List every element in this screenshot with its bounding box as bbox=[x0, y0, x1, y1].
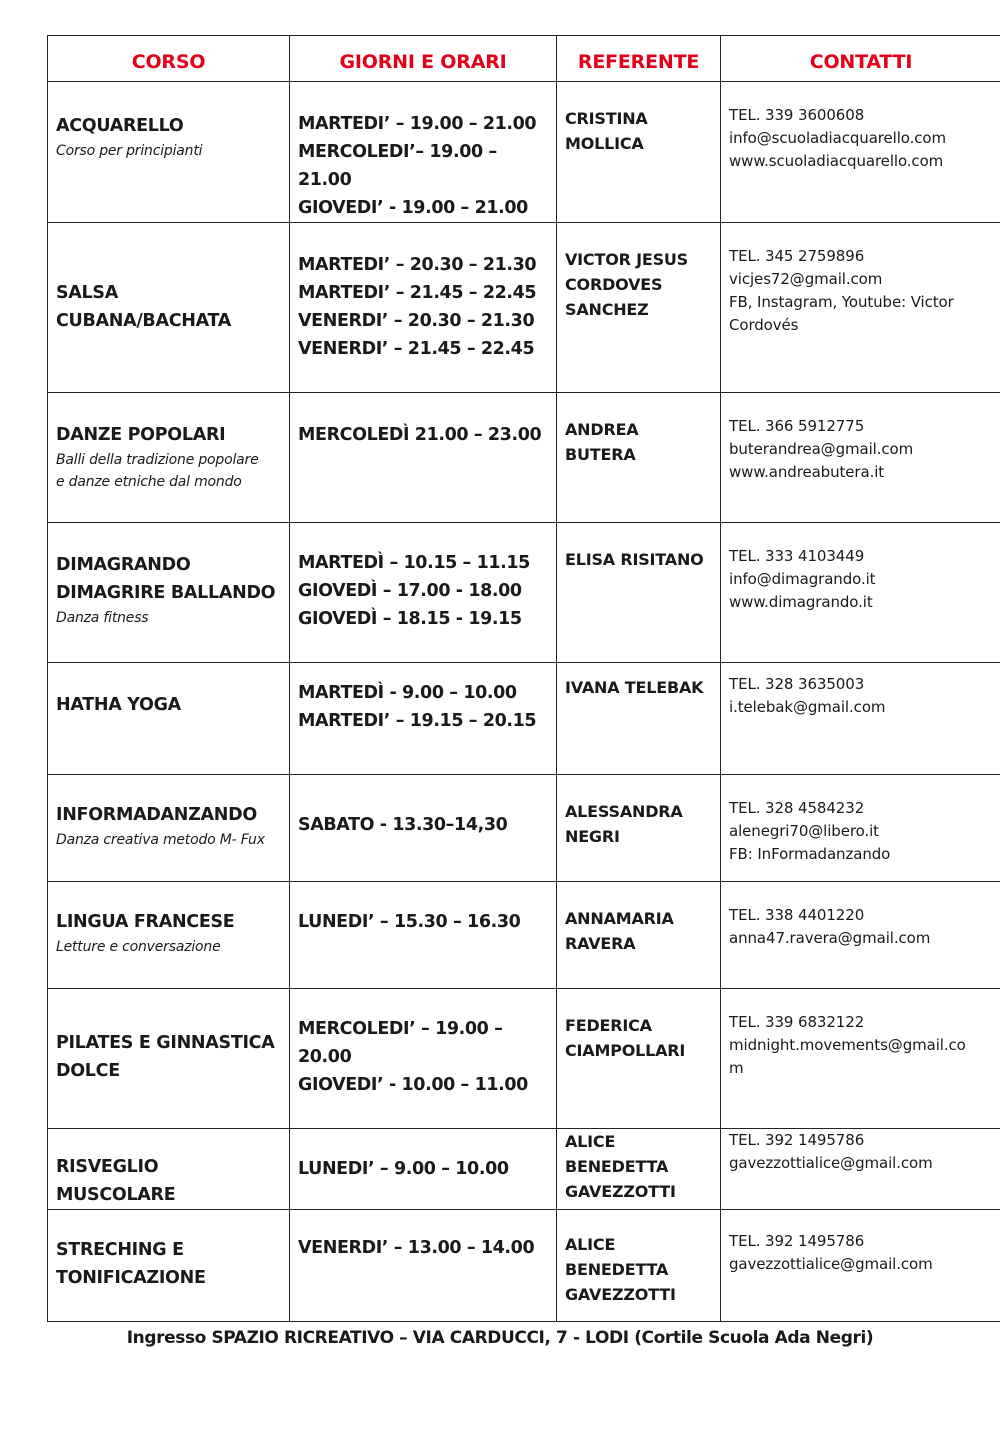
schedule-line: GIOVEDÌ – 18.15 - 19.15 bbox=[298, 609, 522, 629]
table-row bbox=[48, 523, 1000, 663]
referent-cell bbox=[557, 82, 721, 223]
referent-block bbox=[557, 775, 720, 849]
schedule-block bbox=[290, 882, 556, 936]
schedule-cell bbox=[290, 775, 557, 882]
contact-line: TEL. 339 3600608 bbox=[729, 106, 865, 124]
schedule-line: MARTEDI’ – 21.45 – 22.45 bbox=[298, 283, 537, 303]
header-giorni-orari: GIORNI E ORARI bbox=[290, 36, 557, 82]
course-subtitle: Danza creativa metodo M- Fux bbox=[56, 832, 265, 848]
schedule-block bbox=[290, 1210, 556, 1262]
referent-name-line: MOLLICA bbox=[565, 134, 644, 153]
referent-name-line: IVANA TELEBAK bbox=[565, 678, 704, 697]
schedule-line: VENERDI’ – 20.30 – 21.30 bbox=[298, 311, 535, 331]
referent-cell bbox=[557, 1210, 721, 1322]
contact-line: m bbox=[729, 1059, 744, 1077]
referent-cell bbox=[557, 393, 721, 523]
referent-name-line: BUTERA bbox=[565, 445, 636, 464]
schedule-line: GIOVEDÌ – 17.00 - 18.00 bbox=[298, 581, 522, 601]
course-subtitle: e danze etniche dal mondo bbox=[56, 474, 242, 490]
referent-name-line: BENEDETTA bbox=[565, 1260, 669, 1279]
course-subtitle: Balli della tradizione popolare bbox=[56, 452, 259, 468]
course-title: DIMAGRANDO bbox=[56, 555, 191, 575]
contact-line: i.telebak@gmail.com bbox=[729, 698, 886, 716]
course-cell bbox=[48, 82, 290, 223]
contact-line: TEL. 339 6832122 bbox=[729, 1013, 865, 1031]
referent-cell bbox=[557, 663, 721, 775]
contact-cell bbox=[721, 393, 1000, 523]
course-block bbox=[48, 523, 289, 629]
referent-name-line: VICTOR JESUS bbox=[565, 250, 689, 269]
course-cell bbox=[48, 775, 290, 882]
contact-line: TEL. 392 1495786 bbox=[729, 1131, 865, 1149]
schedule-line: MARTEDI’ – 19.15 – 20.15 bbox=[298, 711, 537, 731]
contact-line: www.andreabutera.it bbox=[729, 463, 885, 481]
contact-cell bbox=[721, 223, 1000, 393]
header-contatti: CONTATTI bbox=[721, 36, 1000, 82]
contact-line: info@scuoladiacquarello.com bbox=[729, 129, 947, 147]
course-title: CUBANA/BACHATA bbox=[56, 311, 231, 331]
schedule-line: VENERDI’ – 21.45 – 22.45 bbox=[298, 339, 535, 359]
course-cell bbox=[48, 1210, 290, 1322]
referent-name-line: ANNAMARIA bbox=[565, 909, 674, 928]
contact-block bbox=[721, 1210, 1000, 1276]
course-cell bbox=[48, 523, 290, 663]
referent-name-line: SANCHEZ bbox=[565, 300, 649, 319]
contact-cell bbox=[721, 989, 1000, 1129]
referent-block bbox=[557, 1129, 720, 1204]
course-subtitle: Danza fitness bbox=[56, 610, 149, 626]
schedule-block bbox=[290, 989, 556, 1099]
contact-block bbox=[721, 663, 1000, 719]
course-subtitle: Letture e conversazione bbox=[56, 939, 221, 955]
contact-line: TEL. 333 4103449 bbox=[729, 547, 865, 565]
schedule-block bbox=[290, 82, 556, 222]
course-cell bbox=[48, 1129, 290, 1210]
contact-block bbox=[721, 223, 1000, 337]
referent-name-line: FEDERICA bbox=[565, 1016, 652, 1035]
course-title: INFORMADANZANDO bbox=[56, 805, 257, 825]
footer-address: Ingresso SPAZIO RICREATIVO – VIA CARDUCCI, 7 - LODI (Cortile Scuola Ada Negri) bbox=[126, 1328, 874, 1348]
table-row bbox=[48, 989, 1000, 1129]
schedule-line: MARTEDI’ – 19.00 – 21.00 bbox=[298, 114, 537, 134]
referent-name-line: ALESSANDRA bbox=[565, 802, 683, 821]
course-block bbox=[48, 882, 289, 958]
contact-block bbox=[721, 523, 1000, 614]
referent-name-line: NEGRI bbox=[565, 827, 620, 846]
course-block bbox=[48, 775, 289, 851]
referent-name-line: ALICE bbox=[565, 1235, 616, 1254]
schedule-line: MERCOLEDI’ – 19.00 – 20.00 bbox=[298, 1019, 503, 1067]
table-row bbox=[48, 82, 1000, 223]
course-block bbox=[48, 82, 289, 162]
referent-block bbox=[557, 989, 720, 1063]
contact-cell bbox=[721, 1210, 1000, 1322]
contact-line: FB, Instagram, Youtube: Victor bbox=[729, 293, 954, 311]
referent-block bbox=[557, 882, 720, 956]
course-block bbox=[48, 1210, 289, 1292]
header-corso: CORSO bbox=[48, 36, 290, 82]
referent-name-line: GAVEZZOTTI bbox=[565, 1182, 676, 1201]
schedule-line: SABATO - 13.30–14,30 bbox=[298, 815, 508, 835]
course-title: STRECHING E bbox=[56, 1240, 184, 1260]
contact-line: TEL. 328 3635003 bbox=[729, 675, 865, 693]
contact-line: TEL. 366 5912775 bbox=[729, 417, 865, 435]
schedule-line: GIOVEDI’ - 19.00 – 21.00 bbox=[298, 198, 528, 218]
table-row bbox=[48, 663, 1000, 775]
schedule-cell bbox=[290, 523, 557, 663]
schedule-line: MARTEDI’ – 20.30 – 21.30 bbox=[298, 255, 537, 275]
course-cell bbox=[48, 882, 290, 989]
course-title: RISVEGLIO MUSCOLARE bbox=[56, 1157, 176, 1205]
referent-cell bbox=[557, 775, 721, 882]
referent-block bbox=[557, 223, 720, 322]
course-cell bbox=[48, 223, 290, 393]
course-title: DOLCE bbox=[56, 1061, 120, 1081]
contact-block bbox=[721, 1129, 1000, 1175]
schedule-cell bbox=[290, 1129, 557, 1210]
schedule-block bbox=[290, 523, 556, 633]
course-title: PILATES E GINNASTICA bbox=[56, 1033, 275, 1053]
referent-name-line: GAVEZZOTTI bbox=[565, 1285, 676, 1304]
header-row bbox=[48, 36, 1000, 82]
contact-line: www.scuoladiacquarello.com bbox=[729, 152, 944, 170]
referent-block bbox=[557, 82, 720, 156]
referent-name-line: ALICE bbox=[565, 1132, 616, 1151]
contact-line: gavezzottialice@gmail.com bbox=[729, 1154, 933, 1172]
course-title: LINGUA FRANCESE bbox=[56, 912, 235, 932]
contact-cell bbox=[721, 882, 1000, 989]
course-subtitle: Corso per principianti bbox=[56, 143, 203, 159]
table-row bbox=[48, 1129, 1000, 1210]
schedule-cell bbox=[290, 882, 557, 989]
referent-block bbox=[557, 523, 720, 572]
table-row bbox=[48, 775, 1000, 882]
schedule-line: LUNEDI’ – 9.00 – 10.00 bbox=[298, 1159, 509, 1179]
referent-cell bbox=[557, 1129, 721, 1210]
course-title: HATHA YOGA bbox=[56, 695, 181, 715]
contact-cell bbox=[721, 523, 1000, 663]
contact-block bbox=[721, 989, 1000, 1080]
contact-block bbox=[721, 82, 1000, 173]
contact-line: anna47.ravera@gmail.com bbox=[729, 929, 931, 947]
referent-name-line: CORDOVES bbox=[565, 275, 663, 294]
referent-name-line: CIAMPOLLARI bbox=[565, 1041, 686, 1060]
course-cell bbox=[48, 663, 290, 775]
contact-line: TEL. 338 4401220 bbox=[729, 906, 865, 924]
course-cell bbox=[48, 989, 290, 1129]
schedule-line: LUNEDI’ – 15.30 – 16.30 bbox=[298, 912, 521, 932]
course-cell bbox=[48, 393, 290, 523]
contact-line: gavezzottialice@gmail.com bbox=[729, 1255, 933, 1273]
referent-cell bbox=[557, 523, 721, 663]
courses-table bbox=[47, 35, 1000, 1322]
schedule-block bbox=[290, 663, 556, 735]
contact-block bbox=[721, 882, 1000, 950]
schedule-line: MERCOLEDI’– 19.00 – 21.00 bbox=[298, 142, 497, 190]
schedule-line: MARTEDÌ - 9.00 – 10.00 bbox=[298, 683, 517, 703]
contact-cell bbox=[721, 775, 1000, 882]
course-block bbox=[48, 989, 289, 1085]
contact-line: midnight.movements@gmail.co bbox=[729, 1036, 966, 1054]
referent-cell bbox=[557, 882, 721, 989]
course-block bbox=[48, 393, 289, 493]
schedule-block bbox=[290, 775, 556, 839]
table-row bbox=[48, 882, 1000, 989]
course-title: DANZE POPOLARI bbox=[56, 425, 226, 445]
contact-block bbox=[721, 393, 1000, 484]
referent-cell bbox=[557, 989, 721, 1129]
schedule-block bbox=[290, 393, 556, 449]
schedule-line: MERCOLEDÌ 21.00 – 23.00 bbox=[298, 425, 542, 445]
contact-line: buterandrea@gmail.com bbox=[729, 440, 914, 458]
referent-name-line: CRISTINA bbox=[565, 109, 648, 128]
contact-block bbox=[721, 775, 1000, 866]
contact-cell bbox=[721, 663, 1000, 775]
course-block bbox=[48, 1129, 289, 1209]
schedule-block bbox=[290, 1129, 556, 1183]
contact-cell bbox=[721, 82, 1000, 223]
course-title: DIMAGRIRE BALLANDO bbox=[56, 583, 276, 603]
referent-name-line: BENEDETTA bbox=[565, 1157, 669, 1176]
course-block bbox=[48, 663, 289, 719]
course-title: TONIFICAZIONE bbox=[56, 1268, 206, 1288]
schedule-line: GIOVEDI’ - 10.00 – 11.00 bbox=[298, 1075, 528, 1095]
referent-cell bbox=[557, 223, 721, 393]
schedule-block bbox=[290, 223, 556, 363]
course-title: ACQUARELLO bbox=[56, 116, 184, 136]
contact-line: alenegri70@libero.it bbox=[729, 822, 879, 840]
contact-line: TEL. 328 4584232 bbox=[729, 799, 865, 817]
referent-block bbox=[557, 663, 720, 700]
table-row bbox=[48, 1210, 1000, 1322]
contact-cell bbox=[721, 1129, 1000, 1210]
contact-line: vicjes72@gmail.com bbox=[729, 270, 883, 288]
course-title: SALSA bbox=[56, 283, 118, 303]
table-row bbox=[48, 393, 1000, 523]
referent-name-line: RAVERA bbox=[565, 934, 636, 953]
contact-line: FB: InFormadanzando bbox=[729, 845, 891, 863]
schedule-cell bbox=[290, 82, 557, 223]
referent-block bbox=[557, 393, 720, 467]
header-referente: REFERENTE bbox=[557, 36, 721, 82]
schedule-cell bbox=[290, 1210, 557, 1322]
schedule-cell bbox=[290, 663, 557, 775]
table-row bbox=[48, 223, 1000, 393]
schedule-cell bbox=[290, 393, 557, 523]
referent-block bbox=[557, 1210, 720, 1307]
course-block bbox=[48, 223, 289, 335]
contact-line: TEL. 392 1495786 bbox=[729, 1232, 865, 1250]
contact-line: www.dimagrando.it bbox=[729, 593, 873, 611]
schedule-line: MARTEDÌ – 10.15 – 11.15 bbox=[298, 553, 530, 573]
referent-name-line: ELISA RISITANO bbox=[565, 550, 704, 569]
contact-line: info@dimagrando.it bbox=[729, 570, 876, 588]
contact-line: Cordovés bbox=[729, 316, 799, 334]
schedule-line: VENERDI’ – 13.00 – 14.00 bbox=[298, 1238, 535, 1258]
schedule-cell bbox=[290, 223, 557, 393]
schedule-cell bbox=[290, 989, 557, 1129]
contact-line: TEL. 345 2759896 bbox=[729, 247, 865, 265]
referent-name-line: ANDREA bbox=[565, 420, 639, 439]
